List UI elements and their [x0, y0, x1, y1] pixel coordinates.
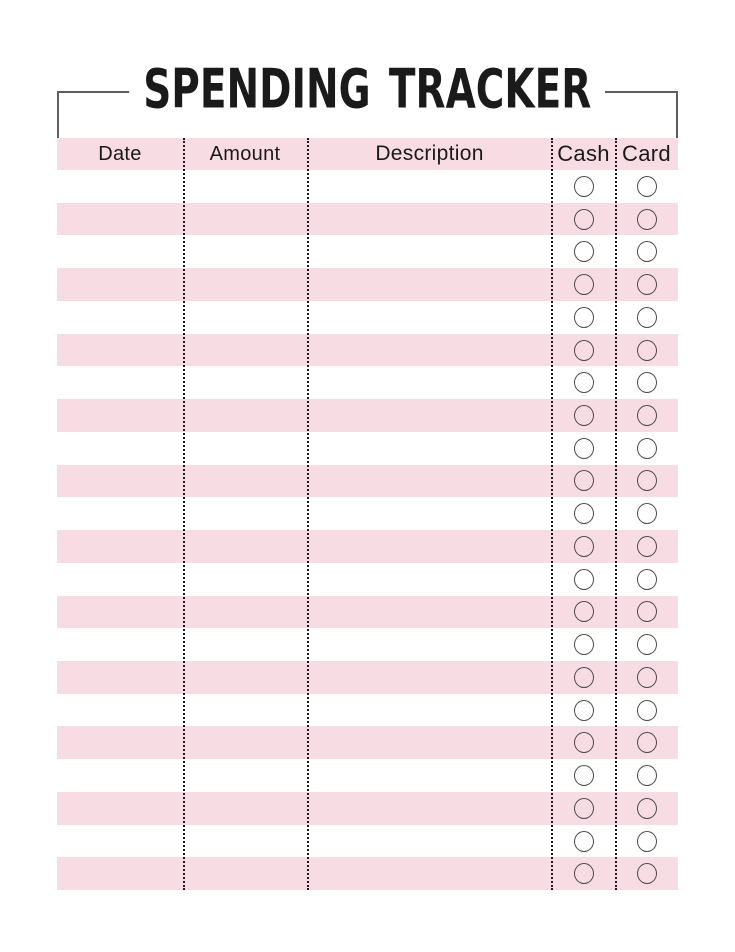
- cash-checkbox-circle-icon[interactable]: [574, 700, 594, 721]
- table-row: [57, 563, 678, 596]
- row-writein-area[interactable]: [57, 399, 552, 432]
- card-checkbox-circle-icon[interactable]: [637, 700, 657, 721]
- card-checkbox-circle-icon[interactable]: [637, 176, 657, 197]
- column-header-card: Card: [622, 141, 671, 166]
- cash-checkbox-circle-icon[interactable]: [574, 241, 594, 262]
- column-header-description: Description: [375, 142, 484, 165]
- card-checkbox-circle-icon[interactable]: [637, 503, 657, 524]
- card-cell: [615, 628, 678, 661]
- card-checkbox-circle-icon[interactable]: [637, 274, 657, 295]
- card-cell: [615, 825, 678, 858]
- card-cell: [615, 563, 678, 596]
- row-writein-area[interactable]: [57, 563, 552, 596]
- cash-cell: [552, 563, 615, 596]
- table-row: [57, 726, 678, 759]
- card-cell: [615, 596, 678, 629]
- card-cell: [615, 694, 678, 727]
- table-row: [57, 596, 678, 629]
- cash-cell: [552, 235, 615, 268]
- table-row: [57, 497, 678, 530]
- cash-checkbox-circle-icon[interactable]: [574, 831, 594, 852]
- table-row: [57, 825, 678, 858]
- cash-cell: [552, 792, 615, 825]
- table-row: [57, 235, 678, 268]
- cash-cell: [552, 268, 615, 301]
- cash-checkbox-circle-icon[interactable]: [574, 470, 594, 491]
- card-cell: [615, 203, 678, 236]
- card-checkbox-circle-icon[interactable]: [637, 831, 657, 852]
- row-writein-area[interactable]: [57, 596, 552, 629]
- row-writein-area[interactable]: [57, 661, 552, 694]
- cash-cell: [552, 432, 615, 465]
- row-writein-area[interactable]: [57, 530, 552, 563]
- row-writein-area[interactable]: [57, 497, 552, 530]
- card-checkbox-circle-icon[interactable]: [637, 241, 657, 262]
- card-checkbox-circle-icon[interactable]: [637, 634, 657, 655]
- table-row: [57, 366, 678, 399]
- cash-cell: [552, 301, 615, 334]
- page-title: SPENDING TRACKER: [129, 56, 605, 123]
- card-cell: [615, 661, 678, 694]
- row-writein-area[interactable]: [57, 170, 552, 203]
- card-checkbox-circle-icon[interactable]: [637, 307, 657, 328]
- table-row: [57, 759, 678, 792]
- row-writein-area[interactable]: [57, 825, 552, 858]
- card-cell: [615, 268, 678, 301]
- cash-cell: [552, 203, 615, 236]
- card-cell: [615, 432, 678, 465]
- cash-cell: [552, 661, 615, 694]
- row-writein-area[interactable]: [57, 432, 552, 465]
- card-checkbox-circle-icon[interactable]: [637, 536, 657, 557]
- table-row: [57, 334, 678, 367]
- cash-cell: [552, 726, 615, 759]
- column-header-amount: Amount: [209, 142, 281, 165]
- table-row: [57, 301, 678, 334]
- card-cell: [615, 530, 678, 563]
- cash-checkbox-circle-icon[interactable]: [574, 732, 594, 753]
- row-writein-area[interactable]: [57, 203, 552, 236]
- row-writein-area[interactable]: [57, 366, 552, 399]
- table-row: [57, 203, 678, 236]
- table-row: [57, 170, 678, 203]
- row-writein-area[interactable]: [57, 726, 552, 759]
- cash-checkbox-circle-icon[interactable]: [574, 274, 594, 295]
- card-cell: [615, 170, 678, 203]
- row-writein-area[interactable]: [57, 334, 552, 367]
- cash-checkbox-circle-icon[interactable]: [574, 798, 594, 819]
- card-checkbox-circle-icon[interactable]: [637, 569, 657, 590]
- table-row: [57, 661, 678, 694]
- card-checkbox-circle-icon[interactable]: [637, 863, 657, 884]
- row-writein-area[interactable]: [57, 301, 552, 334]
- card-checkbox-circle-icon[interactable]: [637, 798, 657, 819]
- cash-checkbox-circle-icon[interactable]: [574, 667, 594, 688]
- card-checkbox-circle-icon[interactable]: [637, 340, 657, 361]
- entry-rows: [57, 170, 678, 890]
- cash-checkbox-circle-icon[interactable]: [574, 176, 594, 197]
- cash-cell: [552, 334, 615, 367]
- cash-checkbox-circle-icon[interactable]: [574, 765, 594, 786]
- cash-checkbox-circle-icon[interactable]: [574, 569, 594, 590]
- card-checkbox-circle-icon[interactable]: [637, 601, 657, 622]
- card-cell: [615, 792, 678, 825]
- table-row: [57, 792, 678, 825]
- cash-cell: [552, 628, 615, 661]
- card-checkbox-circle-icon[interactable]: [637, 405, 657, 426]
- cash-checkbox-circle-icon[interactable]: [574, 405, 594, 426]
- cash-checkbox-circle-icon[interactable]: [574, 634, 594, 655]
- cash-cell: [552, 530, 615, 563]
- cash-cell: [552, 596, 615, 629]
- row-writein-area[interactable]: [57, 792, 552, 825]
- cash-checkbox-circle-icon[interactable]: [574, 438, 594, 459]
- card-cell: [615, 399, 678, 432]
- table-row: [57, 628, 678, 661]
- page-title-wrap: [0, 57, 735, 153]
- card-checkbox-circle-icon[interactable]: [637, 667, 657, 688]
- cash-cell: [552, 497, 615, 530]
- table-row: [57, 432, 678, 465]
- cash-checkbox-circle-icon[interactable]: [574, 863, 594, 884]
- cash-cell: [552, 399, 615, 432]
- card-cell: [615, 497, 678, 530]
- column-header-cash: Cash: [557, 141, 610, 166]
- card-cell: [615, 465, 678, 498]
- card-checkbox-circle-icon[interactable]: [637, 438, 657, 459]
- cash-checkbox-circle-icon[interactable]: [574, 503, 594, 524]
- card-cell: [615, 366, 678, 399]
- row-writein-area[interactable]: [57, 268, 552, 301]
- cash-cell: [552, 759, 615, 792]
- table-row: [57, 465, 678, 498]
- cash-checkbox-circle-icon[interactable]: [574, 340, 594, 361]
- cash-cell: [552, 825, 615, 858]
- card-cell: [615, 334, 678, 367]
- row-writein-area[interactable]: [57, 694, 552, 727]
- card-cell: [615, 235, 678, 268]
- card-cell: [615, 759, 678, 792]
- table-row: [57, 399, 678, 432]
- row-writein-area[interactable]: [57, 759, 552, 792]
- table-row: [57, 268, 678, 301]
- card-cell: [615, 726, 678, 759]
- cash-cell: [552, 170, 615, 203]
- row-writein-area[interactable]: [57, 857, 552, 890]
- cash-checkbox-circle-icon[interactable]: [574, 209, 594, 230]
- row-writein-area[interactable]: [57, 235, 552, 268]
- cash-checkbox-circle-icon[interactable]: [574, 536, 594, 557]
- card-cell: [615, 857, 678, 890]
- card-checkbox-circle-icon[interactable]: [637, 209, 657, 230]
- card-cell: [615, 301, 678, 334]
- table-row: [57, 694, 678, 727]
- card-checkbox-circle-icon[interactable]: [637, 372, 657, 393]
- cash-cell: [552, 366, 615, 399]
- cash-checkbox-circle-icon[interactable]: [574, 307, 594, 328]
- cash-cell: [552, 694, 615, 727]
- card-checkbox-circle-icon[interactable]: [637, 765, 657, 786]
- column-header-date: Date: [98, 142, 142, 165]
- cash-cell: [552, 857, 615, 890]
- row-writein-area[interactable]: [57, 465, 552, 498]
- cash-cell: [552, 465, 615, 498]
- cash-checkbox-circle-icon[interactable]: [574, 601, 594, 622]
- card-checkbox-circle-icon[interactable]: [637, 732, 657, 753]
- cash-checkbox-circle-icon[interactable]: [574, 372, 594, 393]
- row-writein-area[interactable]: [57, 628, 552, 661]
- card-checkbox-circle-icon[interactable]: [637, 470, 657, 491]
- table-row: [57, 530, 678, 563]
- table-row: [57, 857, 678, 890]
